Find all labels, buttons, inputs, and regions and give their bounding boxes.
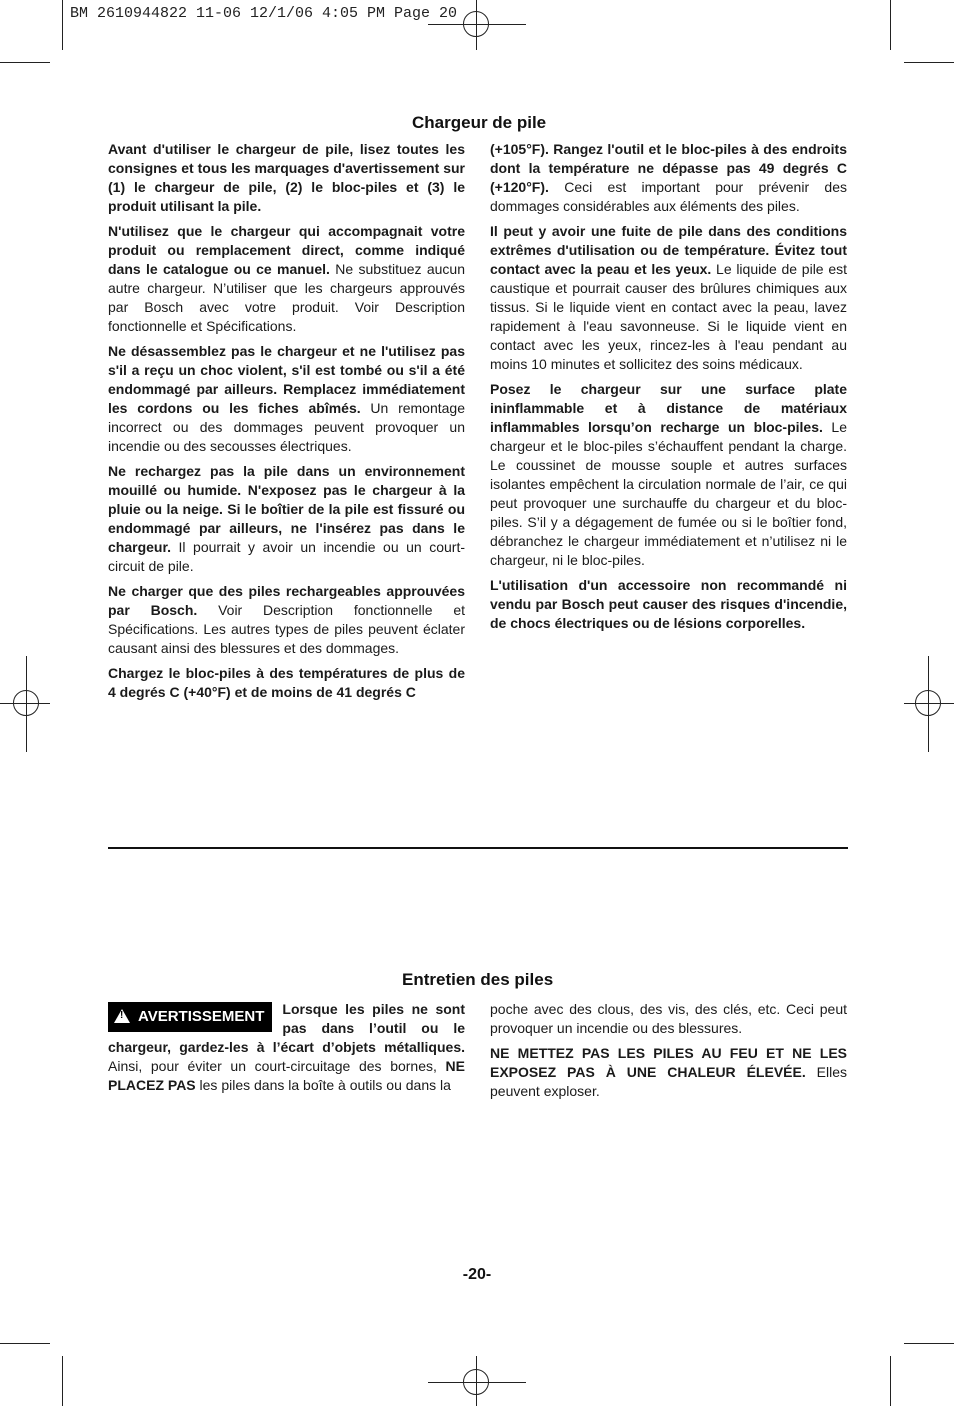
registration-circle: [13, 690, 39, 716]
paragraph: N'utilisez que le chargeur qui accompagnait votre produit ou remplacement direct, comme indiqué dans le catalogue ou ce manuel. Ne substituez aucun autre chargeur. N’utiliser que les chargeurs approuvés par Bosch avec votre produit. Voir Description fonctionnelle et Spécifications.: [108, 223, 465, 334]
paragraph: Avant d'utiliser le chargeur de pile, lisez toutes les consignes et tous les marquages d'avertissement sur (1) le chargeur de pile, (2) le bloc-piles et (3) le produit utilisant la pile.: [108, 141, 465, 214]
paragraph: Posez le chargeur sur une surface plate ininflammable et à distance de matériaux inflammables lorsqu’on recharge un bloc-piles. Le chargeur et le bloc-piles s’échauffent pendant la charge. Le coussinet de mousse souple et autres surfaces isolantes empêchent la circulation normale de l’air, ce qui peut provoquer une surchauffe du chargeur et du bloc-piles. S’il y a dégagement de fumée ou si le boîtier fond, débranchez le chargeur immédiatement et n’utilisez ni le chargeur, ni le bloc-piles.: [490, 381, 847, 568]
column-left-chargeur: [108, 140, 465, 708]
crop-mark: [62, 0, 63, 50]
paragraph: Ne charger que des piles rechargeables approuvées par Bosch. Voir Description fonctionnelle et Spécifications. Les autres types de piles peuvent éclater causant ainsi des blessures et des dommages.: [108, 583, 465, 656]
print-slug: BM 2610944822 11-06 12/1/06 4:05 PM Page 20: [70, 5, 458, 22]
paragraph: Ne désassemblez pas le chargeur et ne l'utilisez pas s'il a reçu un choc violent, s'il est tombé ou s'il a été endommagé par ailleurs. Remplacez immédiatement les cordons ou les fiches abîmés. Un remontage incorrect ou des dommages peuvent provoquer un incendie ou des secousses électriques.: [108, 343, 465, 454]
paragraph: NE METTEZ PAS LES PILES AU FEU ET NE LES EXPOSEZ PAS À UNE CHALEUR ÉLEVÉE. Elles peuvent exploser.: [490, 1045, 847, 1099]
paragraph: L'utilisation d'un accessoire non recommandé ni vendu par Bosch peut causer des risques d'incendie, de chocs électriques ou de lésions corporelles.: [490, 577, 847, 631]
section-title-chargeur: Chargeur de pile: [412, 113, 547, 132]
paragraph: poche avec des clous, des vis, des clés, etc. Ceci peut provoquer un incendie ou des blessures.: [490, 1001, 847, 1036]
crop-mark: [890, 0, 891, 50]
registration-circle: [915, 690, 941, 716]
crop-mark: [904, 1343, 954, 1344]
warning-triangle-icon: [114, 1009, 130, 1023]
column-right-entretien: [490, 1000, 847, 1107]
paragraph: (+105°F). Rangez l'outil et le bloc-piles à des endroits dont la température ne dépasse pas 49 degrés C (+120°F). Ceci est important pour prévenir des dommages considérables aux éléments des piles.: [490, 141, 847, 214]
crop-mark: [62, 1356, 63, 1406]
section-title-entretien: Entretien des piles: [402, 970, 554, 989]
warning-badge: !AVERTISSEMENT: [108, 1002, 272, 1032]
paragraph: Ne rechargez pas la pile dans un environnement mouillé ou humide. N'exposez pas le chargeur à la pluie ou la neige. Si le boîtier de la pile est fissuré ou endommagé par ailleurs, ne l'insérez pas dans le chargeur. Il pourrait y avoir un incendie ou un court-circuit de pile.: [108, 463, 465, 574]
registration-circle: [463, 11, 489, 37]
crop-mark: [0, 1343, 50, 1344]
paragraph: Il peut y avoir une fuite de pile dans des conditions extrêmes d'utilisation ou de température. Évitez tout contact avec la peau et les yeux. Le liquide de pile est caustique et pourrait causer des brûlures chimiques aux tissus. Si le liquide vient en contact avec la peau, lavez rapidement à l'eau savonneuse. Si le liquide vient en contact avec les yeux, rincez-les à l'eau pendant au moins 10 minutes et sollicitez des soins médicaux.: [490, 223, 847, 372]
registration-circle: [463, 1369, 489, 1395]
column-left-entretien: [108, 1000, 465, 1101]
page-number: -20-: [462, 1266, 492, 1283]
crop-mark: [904, 62, 954, 63]
paragraph: Chargez le bloc-piles à des températures de plus de 4 degrés C (+40°F) et de moins de 41 degrés C: [108, 665, 465, 700]
crop-mark: [0, 62, 50, 63]
column-right-chargeur: [490, 140, 847, 639]
paragraph: !AVERTISSEMENT Lorsque les piles ne sont pas dans l’outil ou le chargeur, gardez-les à l’écart d’objets métalliques. Ainsi, pour éviter un court-circuitage des bornes, NE PLACEZ PAS les piles dans la boîte à outils ou dans la: [108, 1000, 465, 1095]
section-divider: [108, 847, 848, 849]
crop-mark: [890, 1356, 891, 1406]
